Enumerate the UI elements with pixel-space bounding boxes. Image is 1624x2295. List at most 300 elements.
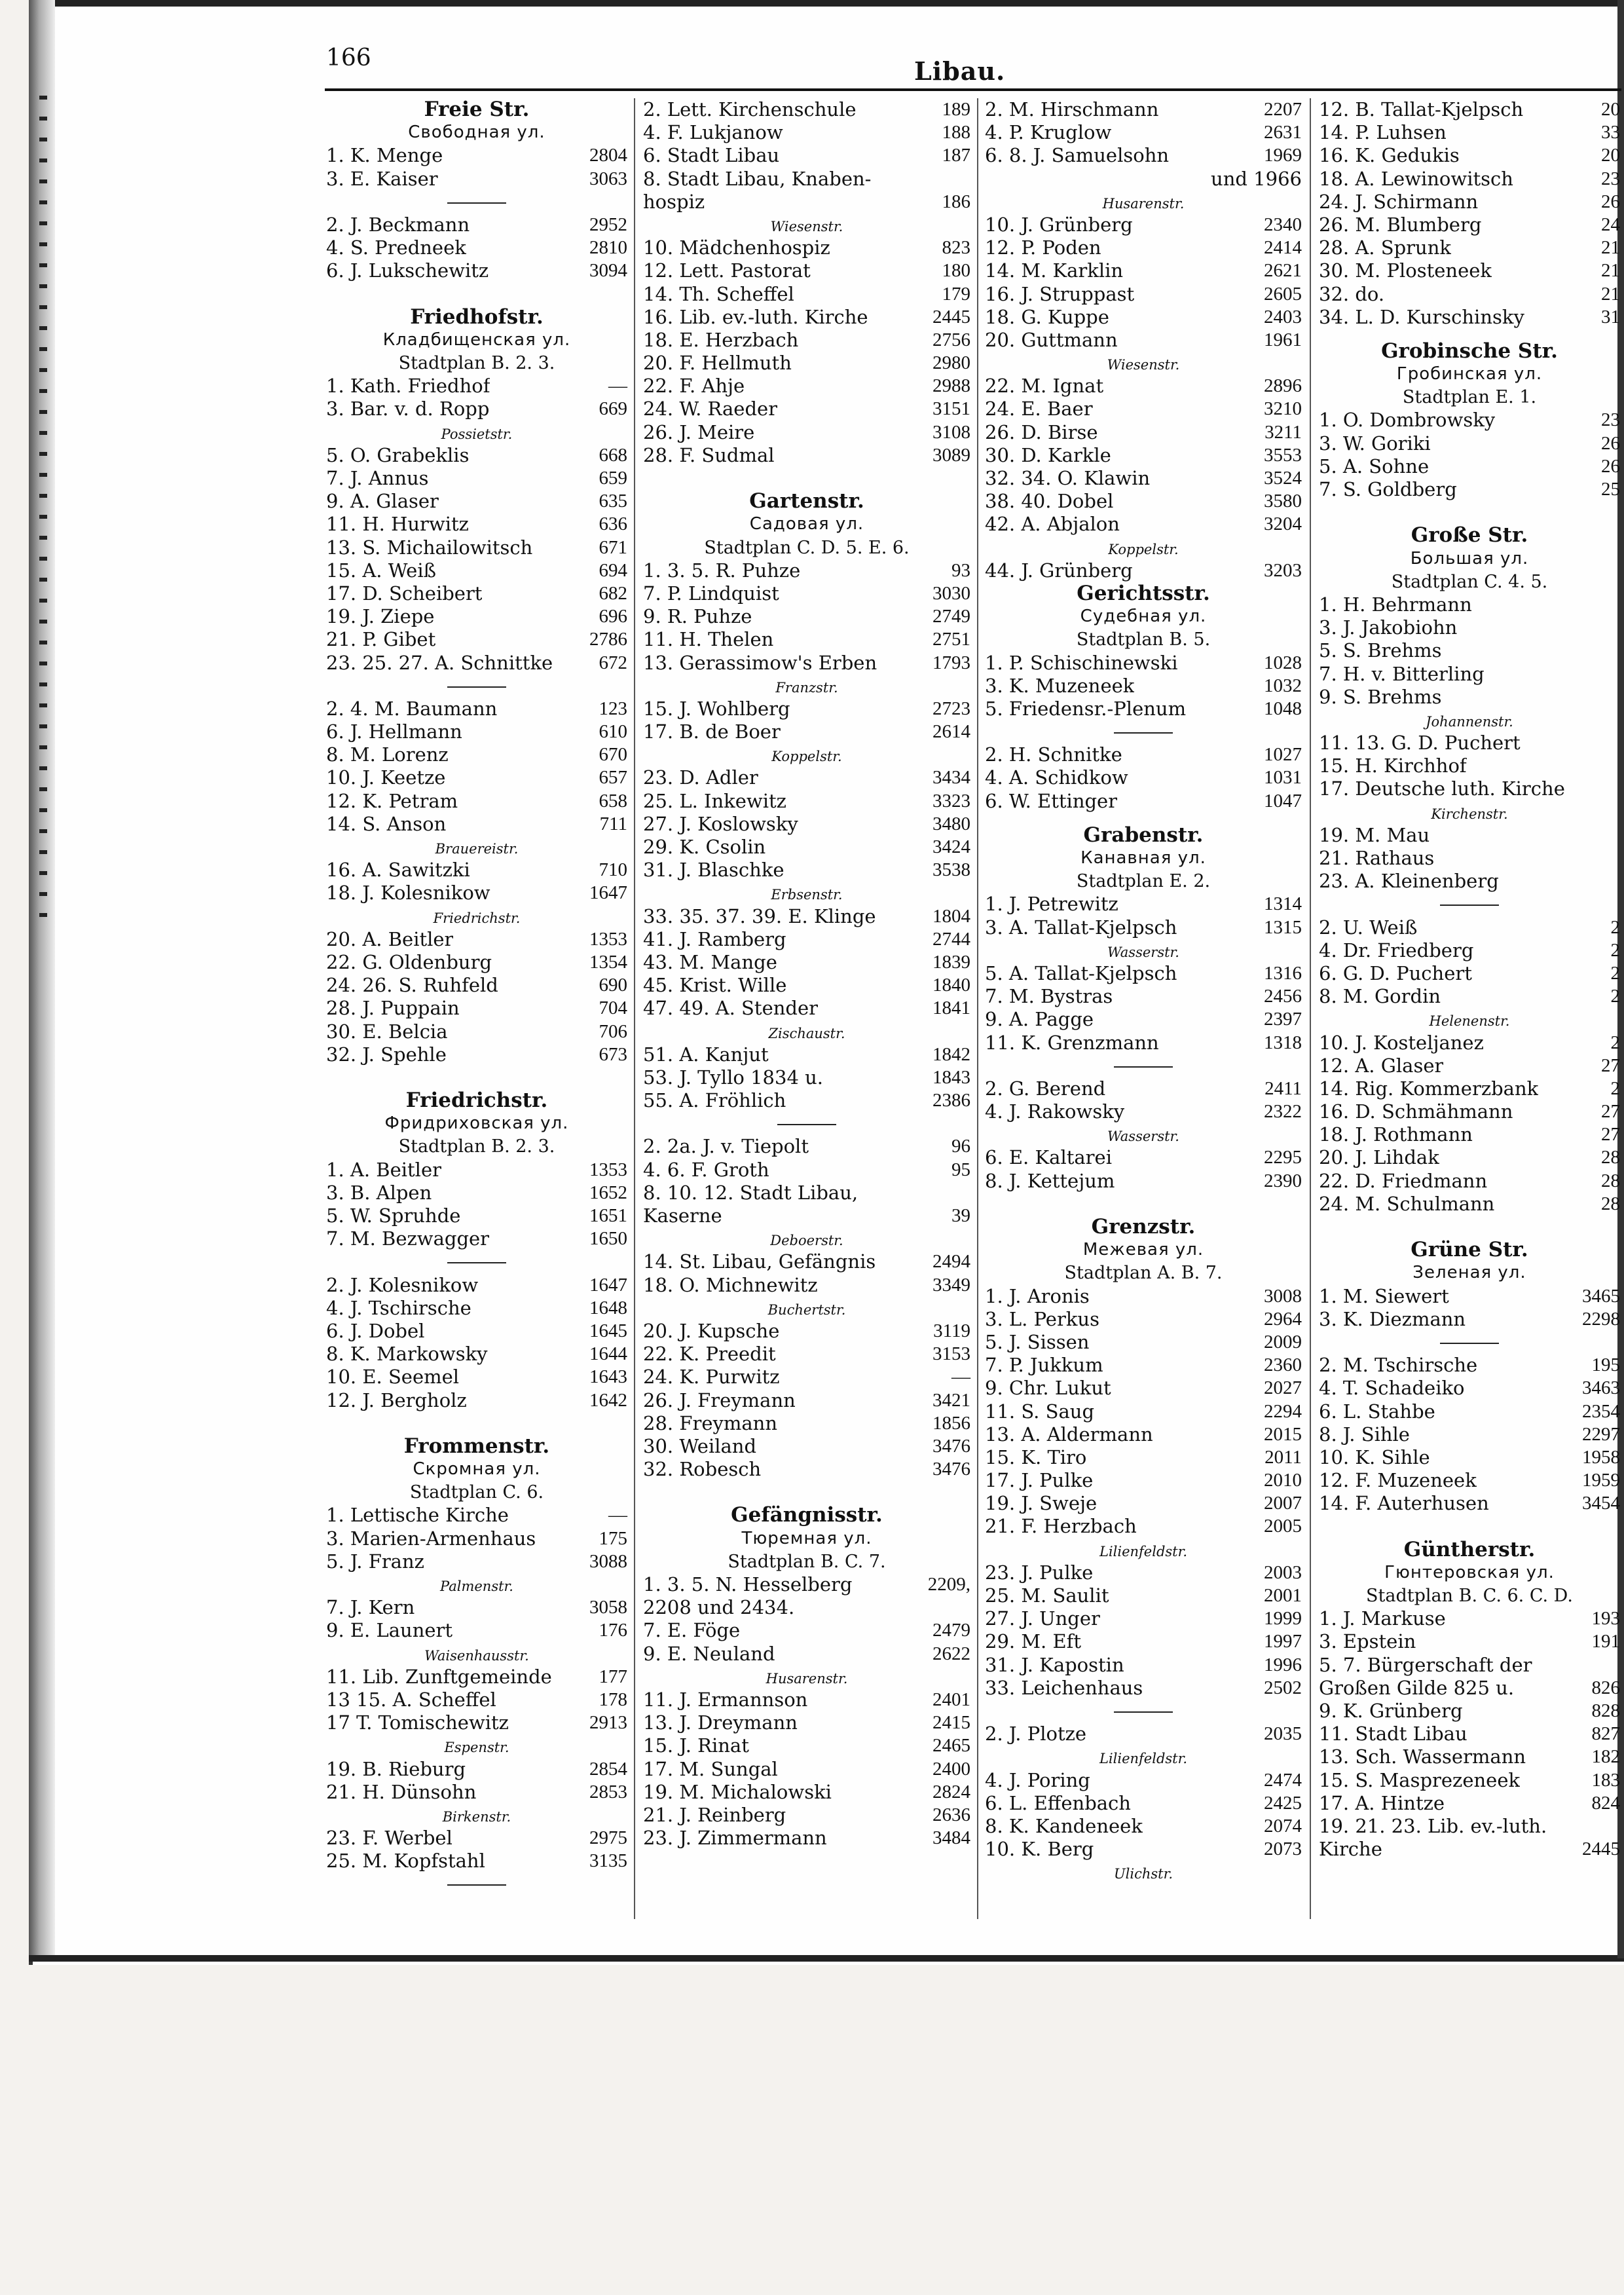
entry-number: 2631 xyxy=(1264,122,1302,143)
entry-number: 24 xyxy=(1601,214,1620,235)
entry-number: 2411 xyxy=(1264,1077,1302,1099)
entry-resident: 31. J. Kapostin xyxy=(985,1653,1124,1676)
entry-resident: 18. J. Rothmann xyxy=(1319,1123,1473,1146)
entry-number: 1961 xyxy=(1264,329,1302,350)
entry-resident: 6. G. D. Puchert xyxy=(1319,961,1472,984)
address-entry xyxy=(985,1146,1302,1169)
entry-resident: 30. Weiland xyxy=(643,1434,757,1457)
entry-number: 2397 xyxy=(1264,1009,1302,1030)
cross-street-label: Espenstr. xyxy=(444,1740,509,1756)
entry-number: 2756 xyxy=(932,329,970,350)
street-name-russian: Большая ул. xyxy=(1410,548,1529,569)
entry-number: 2400 xyxy=(932,1758,970,1780)
address-entry xyxy=(985,1308,1302,1331)
address-entry xyxy=(326,652,627,675)
entry-number: 2298 xyxy=(1582,1308,1620,1330)
address-entry xyxy=(643,421,970,444)
entry-resident: 2. U. Weiß xyxy=(1319,916,1418,939)
side-divider xyxy=(326,675,627,698)
entry-resident: 14. St. Libau, Gefängnis xyxy=(643,1250,876,1273)
entry-number: 2360 xyxy=(1264,1354,1302,1376)
entry-number: 3094 xyxy=(589,260,627,282)
address-entry xyxy=(326,1711,627,1734)
entry-number: 2297 xyxy=(1582,1423,1620,1445)
address-entry xyxy=(643,306,970,329)
address-entry xyxy=(326,1758,627,1781)
entry-resident: 6. J. Hellmann xyxy=(326,720,462,743)
address-entry xyxy=(326,1389,627,1412)
entry-resident: 4. T. Schadeiko xyxy=(1319,1377,1465,1400)
address-entry xyxy=(985,893,1302,916)
entry-continuation xyxy=(643,168,970,191)
address-entry xyxy=(985,283,1302,306)
entry-resident: 17. J. Pulke xyxy=(985,1469,1094,1492)
entry-number: 26 xyxy=(1601,455,1620,477)
address-entry xyxy=(643,813,970,836)
street-heading: Große Str. xyxy=(1411,523,1528,548)
address-entry xyxy=(985,698,1302,720)
address-entry xyxy=(1319,1100,1620,1123)
entry-number: 189 xyxy=(942,99,970,120)
address-entry xyxy=(643,1804,970,1827)
entry-number: 2614 xyxy=(932,721,970,743)
side-divider xyxy=(1319,893,1620,916)
entry-number: 27 xyxy=(1601,1054,1620,1076)
entry-number: 3349 xyxy=(932,1274,970,1296)
entry-resident: 43. M. Mange xyxy=(643,950,777,973)
entry-number: 2425 xyxy=(1264,1792,1302,1814)
address-entry xyxy=(326,720,627,743)
address-entry xyxy=(985,1331,1302,1354)
entry-number: 3210 xyxy=(1264,398,1302,420)
entry-resident: 1. J. Aronis xyxy=(985,1284,1090,1307)
address-entry xyxy=(643,1274,970,1297)
spacer xyxy=(643,1481,970,1504)
entry-number: 2913 xyxy=(589,1712,627,1734)
entry-number: 2896 xyxy=(1264,375,1302,397)
entry-number: 2786 xyxy=(589,629,627,650)
address-entry xyxy=(1319,639,1620,662)
entry-resident: 13. Sch. Wassermann xyxy=(1319,1745,1526,1768)
spacer xyxy=(985,813,1302,824)
entry-number: 3434 xyxy=(932,767,970,789)
address-entry xyxy=(1319,168,1620,191)
header-rule xyxy=(325,88,1621,91)
entry-resident: 3. Marien-Armenhaus xyxy=(326,1527,536,1550)
entry-number: 3424 xyxy=(932,836,970,857)
entry-resident: 28. A. Sprunk xyxy=(1319,236,1451,259)
entry-resident: 6. L. Stahbe xyxy=(1319,1400,1435,1423)
address-entry xyxy=(1319,409,1620,432)
address-entry xyxy=(326,444,627,467)
entry-number: 191 xyxy=(1591,1631,1620,1652)
address-entry xyxy=(326,951,627,974)
entry-number: 668 xyxy=(599,444,627,466)
address-entry xyxy=(326,559,627,582)
address-entry xyxy=(326,1781,627,1804)
entry-continuation xyxy=(643,1596,970,1619)
entry-number: 2474 xyxy=(1264,1769,1302,1791)
entry-resident: 12. A. Glaser xyxy=(1319,1054,1444,1077)
address-entry xyxy=(643,605,970,628)
address-entry xyxy=(1319,478,1620,501)
column-2 xyxy=(643,98,970,1850)
address-entry xyxy=(643,1619,970,1642)
entry-resident: 2. J. Beckmann xyxy=(326,213,470,236)
address-entry xyxy=(985,1838,1302,1861)
entry-number: 2964 xyxy=(1264,1308,1302,1330)
entry-number: 27 xyxy=(1601,1101,1620,1123)
address-entry xyxy=(643,352,970,375)
entry-number: 658 xyxy=(599,790,627,812)
entry-resident: 9. A. Pagge xyxy=(985,1008,1094,1031)
cross-street-label: Buchertstr. xyxy=(767,1301,846,1318)
entry-resident: 31. J. Blaschke xyxy=(643,859,784,882)
address-entry xyxy=(326,513,627,536)
entry-resident: 17. D. Scheibert xyxy=(326,582,483,605)
entry-number: 3030 xyxy=(932,582,970,604)
address-entry xyxy=(326,1227,627,1250)
address-entry xyxy=(1319,593,1620,616)
entry-number: 1996 xyxy=(1264,1654,1302,1675)
entry-resident: 15. K. Tiro xyxy=(985,1446,1087,1468)
entry-number: 1643 xyxy=(589,1366,627,1388)
address-entry xyxy=(326,813,627,836)
entry-number: 2027 xyxy=(1264,1377,1302,1399)
address-entry xyxy=(985,790,1302,813)
address-entry xyxy=(985,559,1302,582)
entry-resident: 22. K. Preedit xyxy=(643,1343,776,1366)
entry-number: 3323 xyxy=(932,790,970,812)
binding-stitches xyxy=(39,79,47,1847)
address-entry xyxy=(1319,1193,1620,1216)
address-entry xyxy=(326,1850,627,1873)
entry-resident: 4. P. Kruglow xyxy=(985,121,1112,144)
entry-resident: 18. J. Kolesnikow xyxy=(326,882,490,905)
address-entry xyxy=(1319,847,1620,870)
entry-resident: 38. 40. Dobel xyxy=(985,490,1114,513)
address-entry xyxy=(643,191,970,214)
city-plan-reference: Stadtplan C. 6. xyxy=(409,1482,544,1503)
entry-resident: 20. Guttmann xyxy=(985,328,1118,351)
address-entry xyxy=(326,859,627,882)
street-name-russian: Судебная ул. xyxy=(1080,606,1207,627)
entry-resident: 32. J. Spehle xyxy=(326,1043,447,1066)
address-entry xyxy=(643,1458,970,1481)
entry-resident: 7. P. Jukkum xyxy=(985,1354,1103,1377)
address-entry xyxy=(326,698,627,720)
street-name-russian: Свободная ул. xyxy=(408,122,545,143)
entry-resident: 12. F. Muzeneek xyxy=(1319,1469,1477,1492)
entry-resident: 3. W. Goriki xyxy=(1319,432,1431,455)
entry-resident: 8. M. Lorenz xyxy=(326,743,449,766)
entry-resident: 25. L. Inkewitz xyxy=(643,789,786,812)
address-entry xyxy=(1319,1723,1620,1745)
side-divider xyxy=(1319,1331,1620,1354)
address-entry xyxy=(985,513,1302,536)
entry-number: 2001 xyxy=(1264,1585,1302,1606)
address-entry xyxy=(643,1643,970,1666)
entry-resident: 2. G. Berend xyxy=(985,1077,1106,1100)
address-entry xyxy=(985,1377,1302,1400)
entry-number: 1316 xyxy=(1264,962,1302,984)
spacer xyxy=(1319,1216,1620,1239)
address-entry xyxy=(326,1550,627,1573)
entry-resident: 34. L. D. Kurschinsky xyxy=(1319,305,1524,328)
address-entry xyxy=(326,1596,627,1619)
entry-number: 28 xyxy=(1601,1147,1620,1168)
entry-number: 28 xyxy=(1601,1170,1620,1191)
address-entry xyxy=(326,236,627,259)
side-divider xyxy=(326,191,627,214)
entry-number: 2386 xyxy=(932,1090,970,1111)
entry-number: 2502 xyxy=(1264,1677,1302,1698)
address-entry xyxy=(1319,1677,1620,1700)
entry-number: 1647 xyxy=(589,1274,627,1296)
entry-resident: 3. E. Kaiser xyxy=(326,167,438,190)
address-entry xyxy=(1319,1745,1620,1768)
entry-resident: 1. K. Menge xyxy=(326,144,443,167)
address-entry xyxy=(1319,1054,1620,1077)
column-4 xyxy=(1319,98,1620,1861)
address-entry xyxy=(326,997,627,1020)
entry-number: 706 xyxy=(599,1020,627,1042)
side-divider xyxy=(985,720,1302,743)
address-entry xyxy=(326,1182,627,1204)
address-entry xyxy=(985,985,1302,1008)
entry-number: 28 xyxy=(1601,1193,1620,1214)
cross-street-label: Ulichstr. xyxy=(1113,1866,1173,1882)
entry-resident: 16. K. Gedukis xyxy=(1319,144,1460,167)
entry-number: 2853 xyxy=(589,1781,627,1802)
address-entry xyxy=(1319,1700,1620,1723)
entry-number: 3553 xyxy=(1264,444,1302,466)
address-entry xyxy=(643,1412,970,1435)
entry-resident: 10. J. Grünberg xyxy=(985,213,1133,236)
entry-resident: 8. K. Markowsky xyxy=(326,1343,488,1366)
entry-number: 2621 xyxy=(1264,260,1302,282)
street-name-russian: Зеленая ул. xyxy=(1412,1263,1526,1283)
entry-resident: 23. F. Werbel xyxy=(326,1827,452,1850)
entry-resident: 20. J. Lihdak xyxy=(1319,1146,1439,1169)
entry-resident: 26. J. Freymann xyxy=(643,1389,796,1411)
entry-number: 1842 xyxy=(932,1043,970,1065)
address-entry xyxy=(985,398,1302,420)
entry-number: 1839 xyxy=(932,951,970,973)
entry-number: 2035 xyxy=(1264,1723,1302,1745)
address-entry xyxy=(1319,1032,1620,1054)
entry-resident: 6. Stadt Libau xyxy=(643,144,780,167)
entry-number: 1354 xyxy=(589,951,627,973)
entry-number: 2465 xyxy=(932,1735,970,1757)
entry-resident: 9. R. Puhze xyxy=(643,605,752,628)
entry-number: 3538 xyxy=(932,859,970,881)
entry-number: 1999 xyxy=(1264,1608,1302,1630)
entry-number: 2975 xyxy=(589,1827,627,1849)
address-entry xyxy=(985,421,1302,444)
address-entry xyxy=(643,1043,970,1066)
address-entry xyxy=(985,306,1302,329)
entry-resident: 24. K. Purwitz xyxy=(643,1366,780,1389)
entry-resident: 47. 49. A. Stender xyxy=(643,997,819,1020)
entry-resident: 27. J. Unger xyxy=(985,1607,1100,1630)
entry-number: 610 xyxy=(599,721,627,743)
entry-resident: 9. K. Grünberg xyxy=(1319,1699,1463,1722)
entry-resident: 12. B. Tallat-Kjelpsch xyxy=(1319,98,1524,121)
entry-number: 2751 xyxy=(932,629,970,650)
column-divider xyxy=(634,98,635,1919)
address-entry xyxy=(985,1515,1302,1538)
entry-resident: 18. G. Kuppe xyxy=(985,305,1109,328)
entry-number: 2209, xyxy=(927,1574,970,1595)
entry-number: 3153 xyxy=(932,1343,970,1365)
entry-resident: 9. Chr. Lukut xyxy=(985,1377,1111,1400)
entry-text: 8. 10. 12. Stadt Libau, xyxy=(643,1181,858,1204)
entry-number: 33 xyxy=(1601,122,1620,143)
entry-number: 179 xyxy=(942,283,970,305)
entry-number: 1353 xyxy=(589,1159,627,1180)
cross-street-label: Koppelstr. xyxy=(771,749,842,765)
address-entry xyxy=(1319,1077,1620,1100)
entry-resident: 2. M. Hirschmann xyxy=(985,98,1159,121)
address-entry xyxy=(985,1008,1302,1031)
entry-resident: 14. F. Auterhusen xyxy=(1319,1492,1489,1515)
address-entry xyxy=(326,1827,627,1850)
entry-resident: 19. J. Sweje xyxy=(985,1492,1098,1515)
entry-number: 2 xyxy=(1610,916,1620,938)
cross-street-label: Husarenstr. xyxy=(1102,195,1185,212)
address-entry xyxy=(643,790,970,813)
entry-number: 694 xyxy=(599,559,627,581)
address-entry xyxy=(643,1689,970,1711)
address-entry xyxy=(326,1320,627,1343)
entry-number: 828 xyxy=(1591,1700,1620,1721)
address-entry xyxy=(1319,1400,1620,1423)
entry-number: 1997 xyxy=(1264,1631,1302,1652)
entry-resident: 1. Kath. Friedhof xyxy=(326,375,490,398)
entry-number: 2854 xyxy=(589,1758,627,1780)
entry-resident: 18. A. Lewinowitsch xyxy=(1319,167,1513,190)
entry-resident: 26. J. Meire xyxy=(643,420,755,443)
entry-resident: 14. M. Karklin xyxy=(985,259,1124,282)
entry-resident: 7. J. Annus xyxy=(326,467,429,489)
entry-resident: 19. M. Mau xyxy=(1319,823,1430,846)
address-entry xyxy=(985,1032,1302,1054)
entry-resident: 28. Freymann xyxy=(643,1411,778,1434)
entry-number: 670 xyxy=(599,744,627,766)
entry-number: 1314 xyxy=(1264,893,1302,915)
entry-continuation xyxy=(643,1182,970,1204)
entry-resident: 17. Deutsche luth. Kirche xyxy=(1319,777,1565,800)
address-entry xyxy=(643,375,970,398)
entry-resident: 8. J. Kettejum xyxy=(985,1169,1115,1192)
entry-number: 21 xyxy=(1601,260,1620,282)
address-entry xyxy=(326,1527,627,1550)
address-entry xyxy=(1319,962,1620,985)
entry-resident: 8. M. Gordin xyxy=(1319,985,1441,1008)
address-entry xyxy=(985,1815,1302,1838)
address-entry xyxy=(326,882,627,905)
address-entry xyxy=(1319,755,1620,777)
address-entry xyxy=(326,1343,627,1366)
entry-number: 2340 xyxy=(1264,214,1302,235)
address-entry xyxy=(643,444,970,467)
entry-number: 3089 xyxy=(932,444,970,466)
entry-number: 2 xyxy=(1610,1032,1620,1053)
entry-number: 39 xyxy=(951,1205,970,1226)
entry-resident: 11. H. Thelen xyxy=(643,628,774,651)
address-entry xyxy=(643,1734,970,1757)
entry-resident: 44. J. Grünberg xyxy=(985,559,1133,582)
entry-number: 2804 xyxy=(589,145,627,166)
entry-number: 2980 xyxy=(932,352,970,374)
entry-number: 93 xyxy=(951,559,970,581)
entry-number: 2073 xyxy=(1264,1838,1302,1860)
address-entry xyxy=(1319,916,1620,939)
entry-number: 1047 xyxy=(1264,790,1302,812)
entry-continuation xyxy=(1319,1815,1620,1838)
entry-resident: 7. P. Lindquist xyxy=(643,582,779,605)
address-entry xyxy=(1319,1423,1620,1446)
entry-resident: 3. K. Muzeneek xyxy=(985,674,1135,697)
address-entry xyxy=(326,605,627,628)
entry-number: 3454 xyxy=(1582,1493,1620,1514)
entry-text: 8. Stadt Libau, Knaben- xyxy=(643,167,872,190)
side-divider xyxy=(985,1054,1302,1077)
entry-resident: 26. M. Blumberg xyxy=(1319,213,1482,236)
cross-street-label: Wiesenstr. xyxy=(1107,357,1180,373)
cross-street-label: Zischaustr. xyxy=(768,1025,845,1041)
entry-text: und 1966 xyxy=(1211,167,1302,190)
entry-number: 3463 xyxy=(1582,1377,1620,1399)
entry-number: 3421 xyxy=(932,1389,970,1411)
entry-resident: 13. Gerassimow's Erben xyxy=(643,651,877,674)
entry-resident: hospiz xyxy=(643,190,705,213)
street-name-russian: Садовая ул. xyxy=(749,514,864,534)
entry-resident: 7. M. Bezwagger xyxy=(326,1227,490,1250)
entry-resident: 24. W. Raeder xyxy=(643,398,778,420)
cross-street-label: Deboerstr. xyxy=(770,1233,843,1249)
entry-number: 2403 xyxy=(1264,306,1302,327)
entry-resident: 16. A. Sawitzki xyxy=(326,859,470,882)
address-entry xyxy=(985,467,1302,490)
entry-number: 2479 xyxy=(932,1620,970,1641)
address-entry xyxy=(985,766,1302,789)
entry-number: 195 xyxy=(1591,1354,1620,1376)
cross-street-label: Waisenhausstr. xyxy=(424,1647,529,1664)
address-entry xyxy=(326,1619,627,1642)
spacer xyxy=(1319,329,1620,340)
entry-resident: 6. 8. J. Samuelsohn xyxy=(985,144,1170,167)
entry-resident: 11. Lib. Zunftgemeinde xyxy=(326,1665,552,1688)
entry-number: 20 xyxy=(1601,145,1620,166)
entry-resident: 5. W. Spruhde xyxy=(326,1204,461,1227)
address-entry xyxy=(1319,1146,1620,1169)
entry-number: 635 xyxy=(599,491,627,512)
entry-number: 2295 xyxy=(1264,1147,1302,1168)
entry-resident: 5. A. Tallat-Kjelpsch xyxy=(985,961,1177,984)
address-entry xyxy=(326,144,627,167)
address-entry xyxy=(326,1666,627,1689)
entry-resident: 25. M. Kopfstahl xyxy=(326,1850,485,1873)
entry-resident: 5. J. Sissen xyxy=(985,1330,1090,1353)
entry-resident: 6. L. Effenbach xyxy=(985,1791,1131,1814)
entry-resident: 33. Leichenhaus xyxy=(985,1676,1143,1699)
entry-resident: 29. K. Csolin xyxy=(643,836,766,858)
street-name-russian: Канавная ул. xyxy=(1080,848,1206,868)
entry-resident: 4. Dr. Friedberg xyxy=(1319,939,1474,961)
entry-resident: 21. F. Herzbach xyxy=(985,1515,1137,1538)
